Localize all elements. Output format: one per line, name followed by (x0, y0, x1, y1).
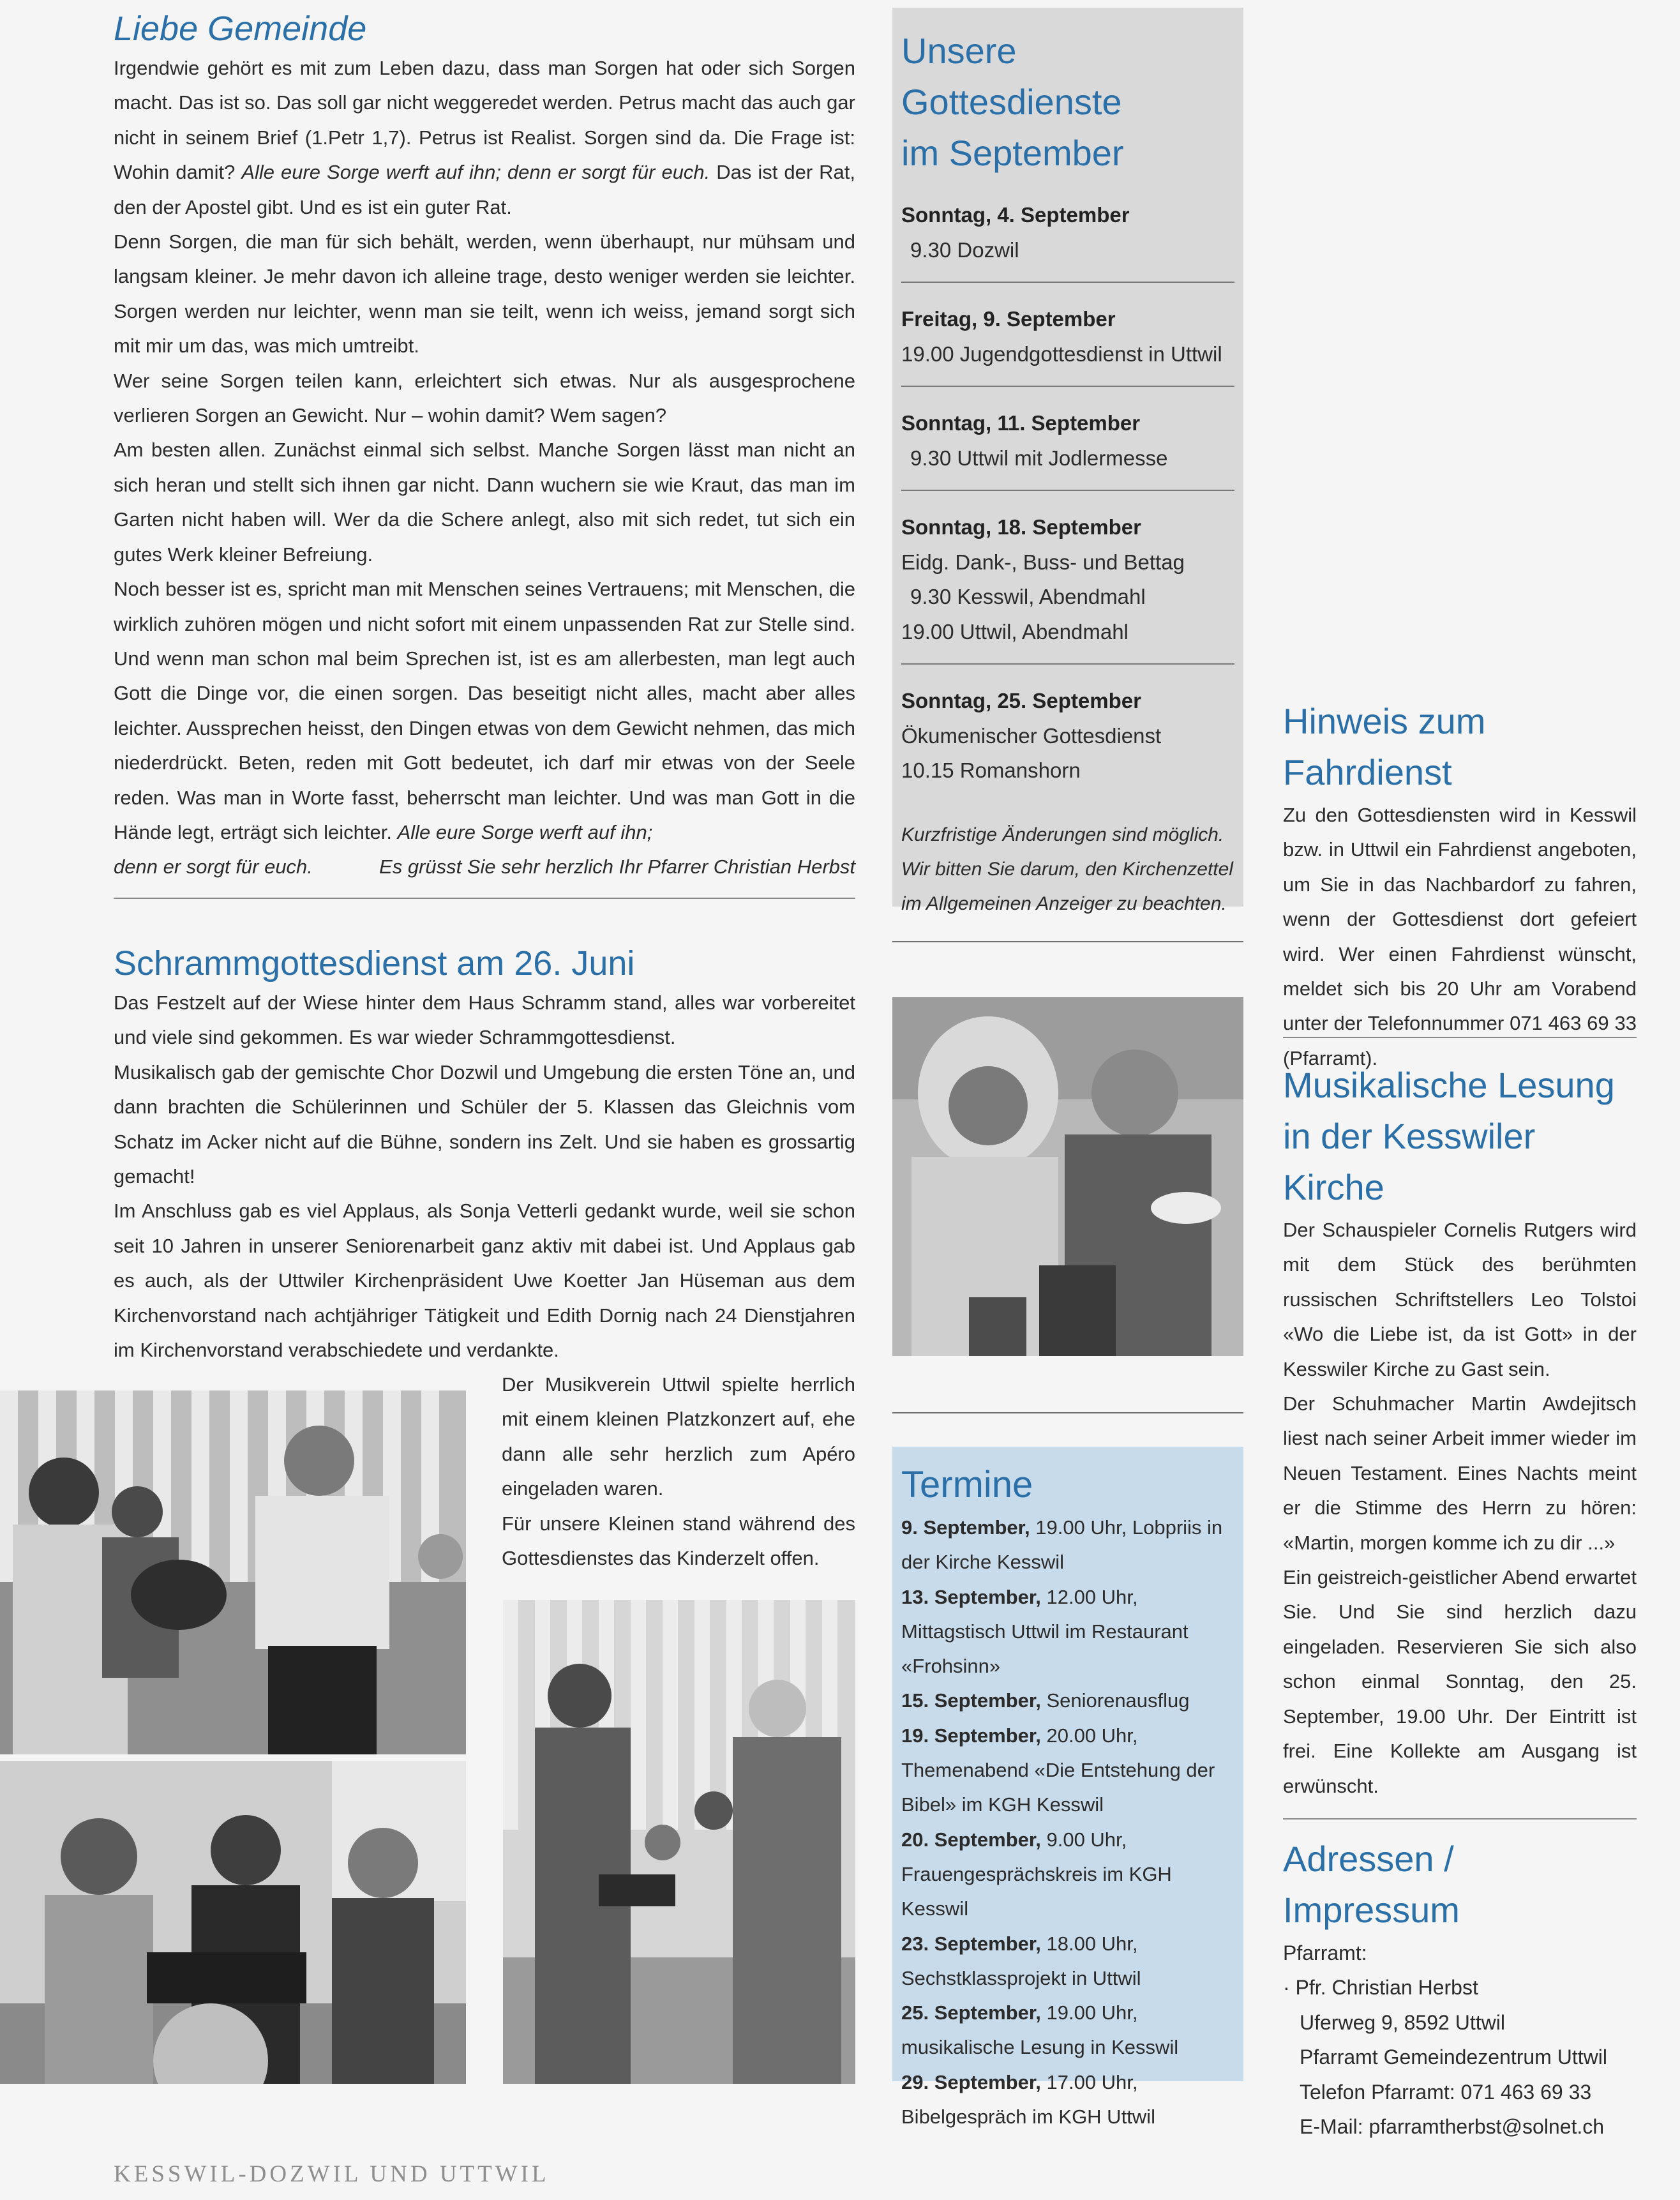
section-title: Musikalische Lesung in der Kesswiler Kirche (1283, 1065, 1615, 1207)
services-note: Kurzfristige Änderungen sind möglich. Wir bitten Sie darum, den Kirchenzettel im Allgemeinen Anzeiger zu beachten. (901, 824, 1233, 914)
paragraph: Der Musikverein Uttwil spielte herrlich mit einem kleinen Platzkonzert auf, ehe dann alle sehr herzlich zum Apéro eingeladen waren. (502, 1373, 855, 1500)
adressen-section (1283, 1834, 1637, 2144)
article-continuation (502, 1367, 855, 1576)
termin-item: 13. September, 12.00 Uhr, Mittagstisch Uttwil im Restaurant «Frohsinn» (901, 1585, 1189, 1678)
divider (901, 386, 1234, 387)
paragraph: Musikalisch gab der gemischte Chor Dozwil und Umgebung die ersten Töne an, und dann brachten die Schülerinnen und Schüler der 5. Klassen das Gleichnis vom Schatz im Acker nicht auf die Bühne, sondern ins Zelt. Und sie haben es grossartig gemacht! (114, 1060, 855, 1188)
photo-children-singing (0, 1761, 466, 2084)
service-entry: Sonntag, 11. September 9.30 Uttwil mit Jodlermesse (901, 411, 1168, 470)
divider (1283, 1818, 1637, 1820)
termin-item: 25. September, 19.00 Uhr, musikalische Lesung in Kesswil (901, 2001, 1179, 2059)
termin-item: 9. September, 19.00 Uhr, Lobpriis in der Kirche Kesswil (901, 1516, 1223, 1574)
service-entry: Sonntag, 25. September Ökumenischer Gottesdienst 10.15 Romanshorn (901, 689, 1162, 782)
service-entry: Freitag, 9. September 19.00 Jugendgottesdienst in Uttwil (901, 307, 1222, 366)
paragraph: Das Festzelt auf der Wiese hinter dem Haus Schramm stand, alles war vorbereitet und viele sind gekommen. Es war wieder Schrammgottesdienst. (114, 991, 855, 1049)
divider (892, 941, 1243, 942)
divider (901, 663, 1234, 665)
paragraph: Noch besser ist es, spricht man mit Menschen seines Vertrauens; mit Menschen, die wirklich zuhören mögen und nicht sofort mit einem unpassenden Rat zur Stelle sind. Und wenn man schon mal beim Sprechen ist, ist es am allerbesten, man legt auch Gott die Dinge vor, die einen sorgen. Das beseitigt nicht alles, macht aber alles leichter. Aussprechen heisst, den Dingen etwas von dem Gewicht nehmen, das mich niederdrückt. Beten, reden mit Gott bedeutet, ich darf mir etwas von der Seele reden. Was man in Worte fasst, beherrscht man leichter. Und was man Gott in die Hände legt, erträgt sich leichter. Alle eure Sorge werft auf ihn; (114, 578, 855, 843)
paragraph: Der Schauspieler Cornelis Rutgers wird mit dem Stück des berühmten russischen Schriftstellers Leo Tolstoi «Wo die Liebe ist, da ist Gott» in der Kesswiler Kirche zu Gast sein. (1283, 1219, 1637, 1380)
services-title: Unsere Gottesdienste im September (901, 31, 1124, 173)
service-entry: Sonntag, 18. September Eidg. Dank-, Buss- und Bettag 9.30 Kesswil, Abendmahl 19.00 Uttwil, Abendmahl (901, 515, 1185, 644)
divider (901, 490, 1234, 491)
termin-item: 23. September, 18.00 Uhr, Sechstklassprojekt in Uttwil (901, 1932, 1141, 1989)
article-liebe-gemeinde (114, 6, 855, 885)
photo-thanks-ceremony (0, 1390, 466, 1754)
paragraph: Für unsere Kleinen stand während des Gottesdienstes das Kinderzelt offen. (502, 1512, 855, 1570)
termine-box (892, 1447, 1243, 2128)
divider (892, 1412, 1243, 1413)
service-entry: Sonntag, 4. September 9.30 Dozwil (901, 203, 1130, 262)
photo-children-drawing (892, 997, 1243, 1356)
paragraph: Am besten allen. Zunächst einmal sich selbst. Manche Sorgen lässt man nicht an sich heran und stellt sich ihnen gar nicht. Dann wuchern sie wie Kraut, das man im Garten nicht haben will. Wer da die Schere anlegt, also mit sich redet, tut sich ein gutes Werk kleiner Befreiung. (114, 439, 855, 566)
termin-item: 19. September, 20.00 Uhr, Themenabend «Die Entstehung der Bibel» im KGH Kesswil (901, 1724, 1215, 1816)
paragraph: Wer seine Sorgen teilen kann, erleichtert sich etwas. Nur als ausgesprochene verlieren Sorgen an Gewicht. Nur – wohin damit? Wem sagen? (114, 369, 855, 427)
paragraph: Ein geistreich-geistlicher Abend erwartet Sie. Und Sie sind herzlich dazu eingeladen. Reservieren Sie sich also schon einmal Sonntag, den 25. September, 19.00 Uhr. Der Eintritt ist frei. Eine Kollekte am Ausgang ist erwünscht. (1283, 1566, 1637, 1797)
termine-title: Termine (901, 1464, 1033, 1505)
article-body (114, 51, 855, 885)
paragraph: Irgendwie gehört es mit zum Leben dazu, dass man Sorgen hat oder sich Sorgen macht. Das ist so. Das soll gar nicht weggeredet werden. Petrus macht das auch gar nicht in seinem Brief (1.Petr 1,7). Petrus ist Realist. Sorgen sind da. Die Frage ist: Wohin damit? Alle eure Sorge werft auf ihn; denn er sorgt für euch. Das ist der Rat, den der Apostel gibt. Und es ist ein guter Rat. (114, 57, 856, 218)
paragraph: Der Schuhmacher Martin Awdejitsch liest nach seiner Arbeit immer wieder im Neuen Testament. Eines Nachts meint er die Stimme des Herrn zu hören: «Martin, morgen komme ich zu dir ...» (1283, 1392, 1637, 1554)
divider (1283, 1037, 1637, 1038)
section-title: Adressen / Impressum (1283, 1839, 1460, 1930)
greeting-row: denn er sorgt für euch. Es grüsst Sie sehr herzlich Ihr Pfarrer Christian Herbst (114, 850, 855, 884)
services-box (892, 8, 1243, 914)
divider (114, 898, 855, 899)
paragraph: Im Anschluss gab es viel Applaus, als Sonja Vetterli gedankt wurde, weil sie schon seit 10 Jahren in unserer Seniorenarbeit ganz aktiv mit dabei ist. Und Applaus gab es auch, als der Uttwiler Kirchenpräsident Uwe Koetter Jan Hüseman aus dem Kirchenvorstand nach achtjähriger Tätigkeit und Edith Dornig nach 24 Dienstjahren im Kirchenvorstand verabschiedete und verdankte. (114, 1200, 855, 1362)
article-title: Schrammgottesdienst am 26. Juni (114, 944, 635, 983)
email-address: E-Mail: pfarramtherbst@solnet.ch (1300, 2115, 1605, 2139)
section-title: Hinweis zum Fahrdienst (1283, 701, 1486, 792)
article-schrammgottesdienst (114, 941, 855, 1367)
photo-play-performance (503, 1600, 855, 2084)
section-body (1283, 1213, 1637, 1804)
termin-item: 29. September, 17.00 Uhr, Bibelgespräch im KGH Uttwil (901, 2070, 1155, 2128)
lesung-section (1283, 1060, 1637, 1804)
termin-item: 20. September, 9.00 Uhr, Frauengesprächskreis im KGH Kesswil (901, 1828, 1172, 1920)
address-block: Pfarramt: · Pfr. Christian Herbst Uferweg 9, 8592 Uttwil Pfarramt Gemeindezentrum Uttwil Telefon Pfarramt: 071 463 69 33 E-Mail: pfarramtherbst@solnet.ch (1283, 1936, 1637, 2144)
article-title: Liebe Gemeinde (114, 10, 367, 48)
fahrdienst-section (1283, 696, 1637, 1076)
paragraph: Denn Sorgen, die man für sich behält, werden, wenn überhaupt, nur mühsam und langsam kleiner. Je mehr davon ich alleine trage, desto weniger werden sie leichter. Sorgen werden nur leichter, wenn man sie teilt, wenn ich weiss, jemand sorgt sich mit mir um das, was mich umtreibt. (114, 230, 855, 358)
page-footer: KESSWIL-DOZWIL UND UTTWIL (114, 2161, 550, 2187)
article-body (114, 986, 855, 1367)
divider (901, 282, 1234, 283)
paragraph: Zu den Gottesdiensten wird in Kesswil bzw. in Uttwil ein Fahrdienst angeboten, um Sie in das Nachbardorf zu fahren, wenn der Gottesdienst dort gefeiert wird. Wer einen Fahrdienst wünscht, meldet sich bis 20 Uhr am Vorabend unter der Telefonnummer 071 463 69 33 (Pfarramt). (1283, 804, 1637, 1069)
greeting: Es grüsst Sie sehr herzlich Ihr Pfarrer Christian Herbst (379, 855, 855, 878)
termin-item: 15. September, Seniorenausflug (901, 1689, 1190, 1712)
